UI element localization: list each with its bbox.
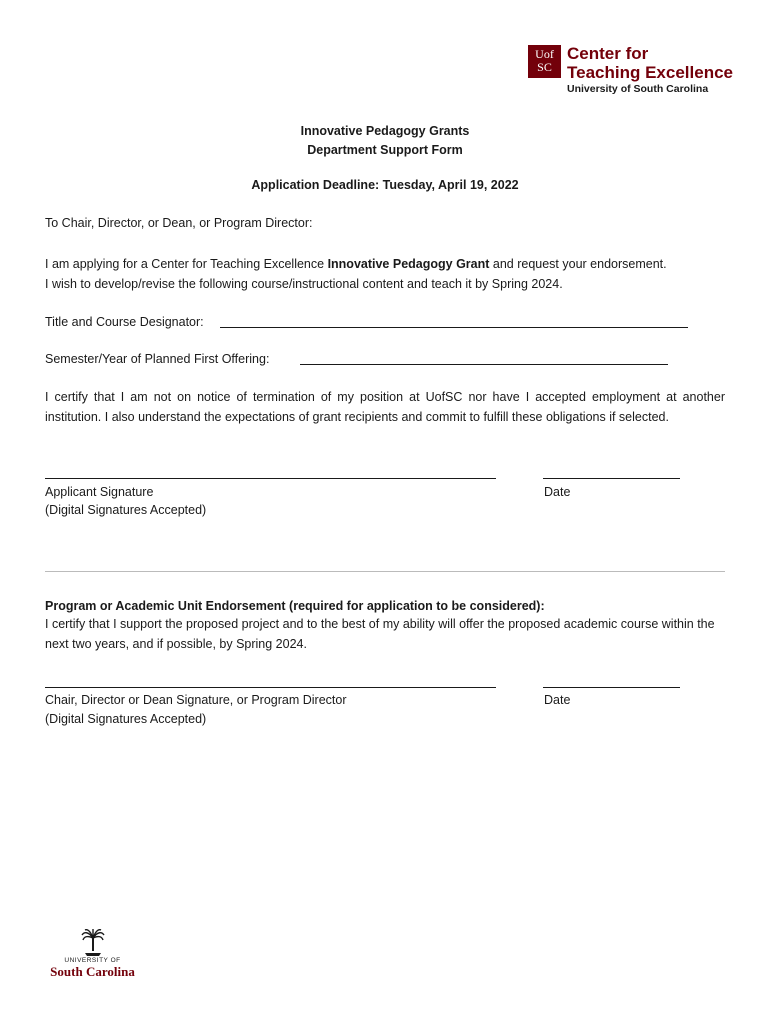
applicant-signature-label: Applicant Signature [45,485,154,499]
palmetto-tree-icon [81,929,105,957]
uofsc-logo-mark [528,45,561,78]
footer-south-carolina: South Carolina [50,964,135,979]
semester-field[interactable] [300,364,668,365]
logo-mark-line2: SC [537,60,552,74]
grant-name: Innovative Pedagogy Grant [327,257,490,271]
applicant-date-field[interactable] [543,478,680,479]
brand-line1: Center for [567,44,649,63]
develop-statement: I wish to develop/revise the following course/instructional content and teach it by Spring 2024. [45,277,563,291]
brand-subtitle: University of South Carolina [567,83,709,95]
brand-title [567,44,733,82]
university-footer-logo [45,929,140,979]
endorsement-heading: Program or Academic Unit Endorsement (required for application to be considered): [45,599,545,613]
chair-date-label: Date [544,693,571,707]
chair-date-field[interactable] [543,687,680,688]
section-divider [45,571,725,572]
applicant-date-label: Date [544,485,571,499]
endorsement-statement: I certify that I support the proposed project and to the best of my ability will offer the proposed academic course within the next two years, and if possible, by Spring 2024. [45,617,715,651]
title-designator-field[interactable] [220,327,688,328]
semester-label: Semester/Year of Planned First Offering: [45,352,270,366]
chair-digital-note: (Digital Signatures Accepted) [45,712,207,726]
logo-mark-line1: Uof [535,47,554,61]
form-title-line1: Innovative Pedagogy Grants [300,124,470,138]
application-deadline: Application Deadline: Tuesday, April 19, 2022 [251,178,519,192]
applying-post: and request your endorsement. [489,257,667,271]
title-designator-label: Title and Course Designator: [45,315,204,329]
applying-pre: I am applying for a Center for Teaching Excellence [45,257,328,271]
footer-university-of: UNIVERSITY OF [64,957,121,964]
brand-line2: Teaching Excellence [567,63,733,82]
certification-statement: I certify that I am not on notice of termination of my position at UofSC nor have I accepted employment at another institution. I also understand the expectations of grant recipients and commit to fulfill these obligations if selected. [45,390,725,424]
applicant-signature-field[interactable] [45,478,496,479]
form-title-line2: Department Support Form [307,143,463,157]
chair-signature-label: Chair, Director or Dean Signature, or Program Director [45,693,347,707]
salutation: To Chair, Director, or Dean, or Program Director: [45,216,313,230]
applicant-digital-note: (Digital Signatures Accepted) [45,503,207,517]
chair-signature-field[interactable] [45,687,496,688]
applying-statement [45,254,667,274]
